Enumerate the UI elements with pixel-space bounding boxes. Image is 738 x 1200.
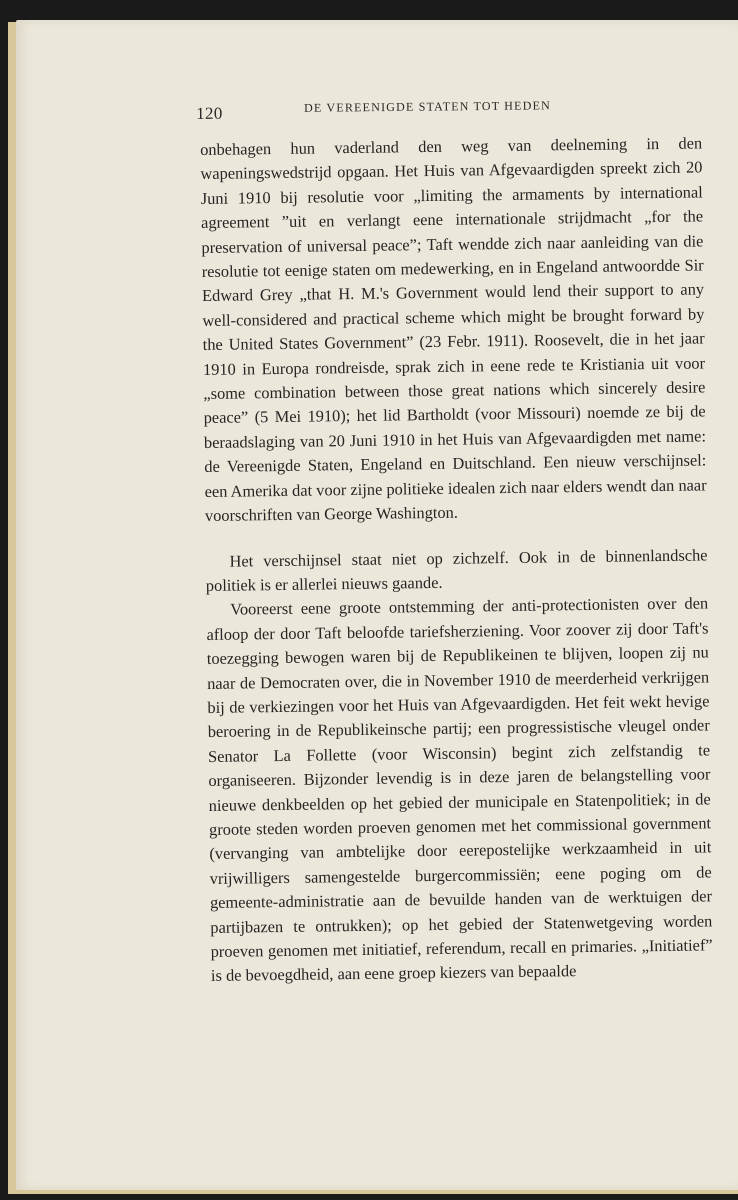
page-number: 120 — [196, 103, 223, 123]
running-title: DE VEREENIGDE STATEN TOT HEDEN — [304, 98, 552, 115]
body-text — [200, 131, 713, 988]
paragraph: Het verschijnsel staat niet op zichzelf. Ook in de binnenlandsche politiek is er allerlei nieuws gaande. — [205, 544, 708, 595]
paragraph: Vooreerst eene groote ontstemming der anti-protectionisten over den afloop der door Taft beloofde tariefsherziening. Voor zoover zij door Taft's toezegging bewogen waren bij de Republikeinen te blijven, loopen zij nu naar de Democraten over, die in November 1910 de meerderheid verkrijgen bij de verkiezingen voor het Huis van Afgevaardigden. Het feit wekt hevige beroering in de Republikeinsche partij; een progressistische vleugel onder Senator La Follette (voor Wisconsin) begint zich zelfstandig te organiseeren. Bijzonder levendig is in deze jaren de belangstelling voor nieuwe denkbeelden op het gebied der municipale en Statenpolitiek; in de groote steden worden proeven genomen met het commissional government (vervanging van ambtelijke door eerepostelijke werkzaamheid in uit vrijwilligers samengestelde burgercommissiën; eene poging om de gemeente-administratie aan de bevuilde handen van de werktuigen der partijbazen te ontrukken); op het gebied der Statenwetgeving worden proeven genomen met initiatief, referendum, recall en primaries. „Initiatief” is de bevoegdheid, aan eene groep kiezers van bepaalde — [206, 593, 713, 986]
page-header — [196, 91, 696, 124]
paragraph: onbehagen hun vaderland den weg van deelneming in den wapeningswedstrijd opgaan. Het Huis van Afgevaardigden spreekt zich 20 Juni 1910 bij resolutie voor „limiting the armaments by international agreement ”uit en verlangt eene internationale strijdmacht „for the preservation of universal peace”; Taft wendde zich naar aanleiding van die resolutie tot eenige staten om medewerking, en in Engeland antwoordde Sir Edward Grey „that H. M.'s Government would lend their support to any well-considered and practical scheme which might be brought forward by the United States Government” (23 Febr. 1911). Roosevelt, die in het jaar 1910 in Europa rondreisde, sprak zich in eene rede te Kristiania uit voor „some combination between those great nations which sincerely desire peace” (5 Mei 1910); het lid Bartholdt (voor Missouri) noemde ze bij de beraadslaging van 20 Juni 1910 in het Huis van Afgevaardigden met name: de Vereenigde Staten, Engeland en Duitschland. Een nieuw verschijnsel: een Amerika dat voor zijne politieke idealen zich naar elders wendt dan naar voorschriften van George Washington. — [200, 133, 707, 526]
